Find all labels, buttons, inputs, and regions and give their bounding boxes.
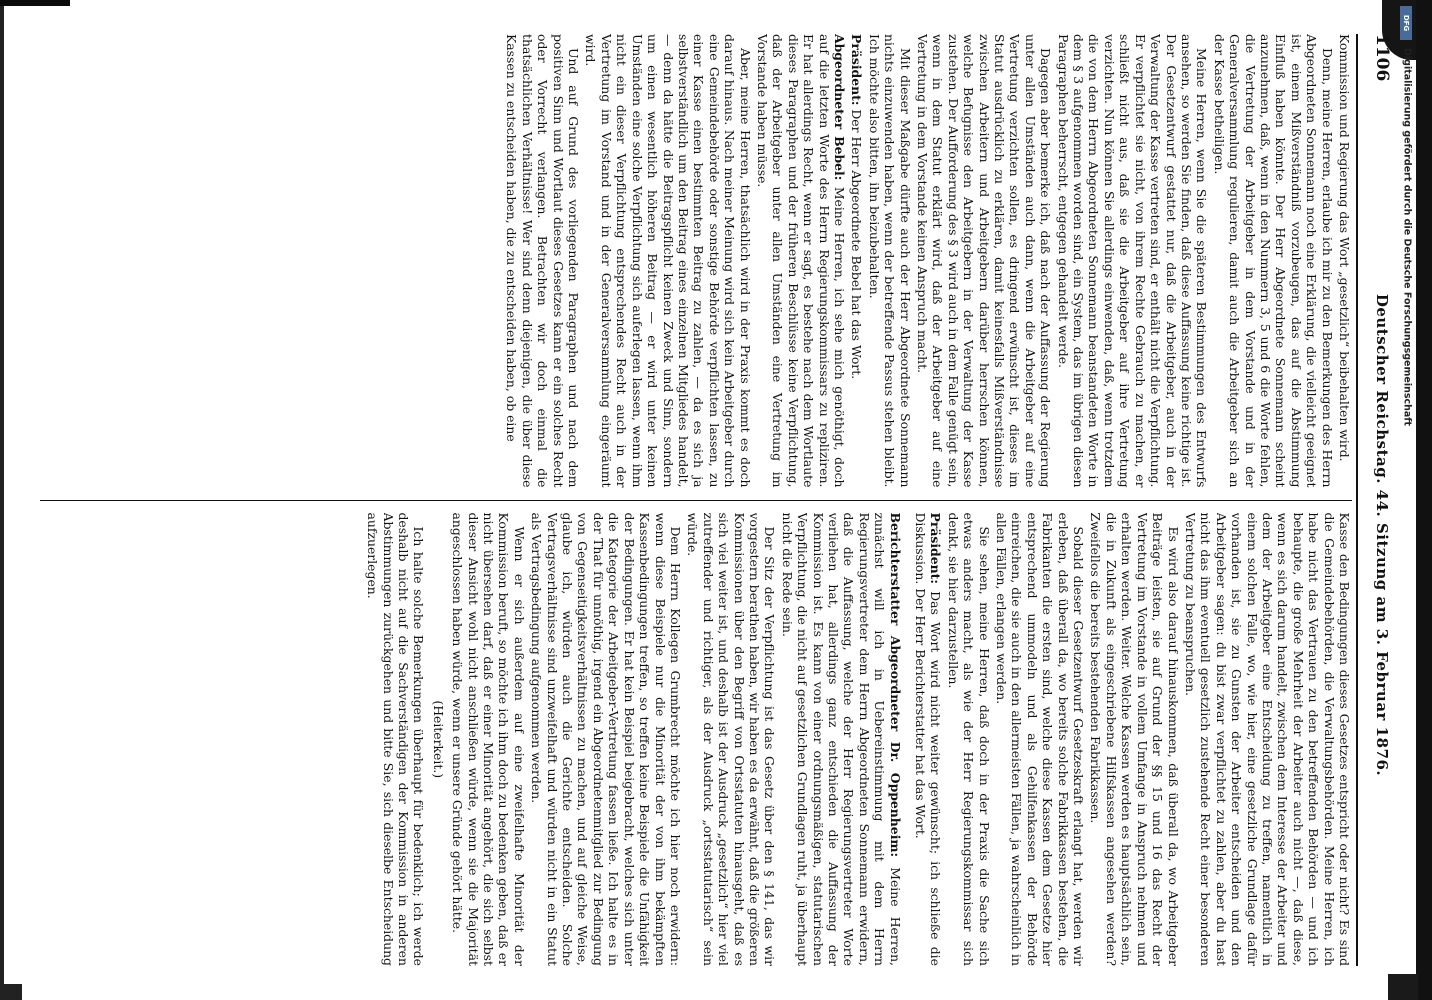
scan-edge-right [1416, 0, 1432, 1000]
paragraph-text: Denn, meine Herren, erlaube ich mir zu den Bemerkungen des Herrn Abgeordneten Sonnemann noch eine Erklärung, die vielleicht geeignet ist, einem Mißverständniß vorzubeugen, das auf die Abstimmung Einfluß haben könnte. Der Herr Abgeordnete Sonnemann scheint anzunehmen, daß, wenn in den Nummern 3, 5 und 6 die Worte fehlen, die Vertretung der Arbeitgeber in dem Vorstande und in der Generalversammlung regulieren, damit auch die Arbeitgeber sich an der Kasse betheiligen. [1211, 34, 1335, 488]
speaker-name: Präsident: [928, 512, 944, 584]
paragraph [945, 513, 991, 967]
paragraph-text: (Heiterkeit.) [430, 700, 446, 779]
speech-paragraph [849, 34, 864, 488]
paragraph-text: Dem Herrn Kollegen Grumbrecht möchte ich hier noch erwidern: wenn diese Beispiele nur die Minorität der von ihm bekämpften Kassenbedingungen treffen, so treffen keine Beispiele die Unfähigkeit der Bedingungen. Er hat kein Beispiel beigebracht, welches sich unter die Kategorie der Arbeitgeber-Vertretung fassen ließe. Ich halte es in der That für unnöthig, irgend ein Abgeordnetenmitglied zur Bedingung von Gegenseitigkeitsverhältnissen zu machen, und auf gleiche Weise, glaube ich, würden auch die Gerichte entscheiden. Solche Vertragsverhältnisse sind unzweifelhaft und würden nicht in ein Statut als Vertragsbedingung aufgenommen werden. [529, 512, 683, 966]
paragraph [1088, 513, 1180, 967]
digitization-credit [1400, 48, 1414, 648]
credit-text: Digitalisierung gefördert durch die Deutsche Forschungsgemeinschaft [1401, 48, 1413, 426]
paragraph [1183, 513, 1352, 967]
paragraph-text: Kommission und Regierung das Wort „gesetzlich“ beibehalten wird. [1337, 34, 1352, 462]
scan-edge-left [0, 0, 4, 1000]
dfg-logo-text: DFG [1402, 14, 1410, 32]
paragraph-text: Sie sehen, meine Herren, daß doch in der Praxis die Sache sich etwas anders macht, als wie der Herr Regierungskommissar sich denkt, sie hier darzustellen. [945, 512, 992, 966]
speaker-name: Abgeordneter Bebel: [832, 34, 847, 181]
paragraph-text: Wenn er sich außerdem auf eine zweifelhafte Minorität der Kommission beruft, so möchte ich ihm doch zu bedenken geben, daß er nicht übersehen darf, daß er einer Minorität angehört, die sich selbst dieser Ansicht wohl nicht anschließen würde, wenn sie die Majorität angeschlossen haben würde, wenn er unsere Gründe gehört hätte. [450, 512, 527, 966]
paragraph [1055, 34, 1209, 488]
column-left [40, 34, 1352, 488]
column-divider [40, 500, 1352, 501]
interjection [430, 513, 445, 967]
scan-edge-top [0, 0, 70, 6]
paragraph-text: Das Wort wird nicht weiter gewünscht; ich schließe die Diskussion. Der Herr Berichterstatter hat das Wort. [913, 512, 944, 966]
paragraph-text: Der Sitz der Verpflichtung ist das Gesetz über den § 141, das wir vorgestern berathen haben, wir haben es da erwähnt, daß die größeren Kommissionen über den Begriff von Ortsstatuten hinausgeht, daß es sich viel weiter ist, und deshalb ist der Ausdruck „gesetzlich“ hier viel zutreffender und richtiger, als der Ausdruck „ortsstatutarisch“ sein würde. [685, 512, 778, 966]
scan-corner-bottom-left [0, 984, 22, 1000]
page-number: 1106 [1372, 34, 1392, 82]
paragraph-text: Sobald dieser Gesetzentwurf Gesetzeskraft erlangt hat, werden wir erleben, daß überall da, wo bereits solche Fabrikkassen bestehen, die Fabrikanten die ersten sind, welche diese Kassen dem Gesetze hier entsprechend ummodeln und als Gehilfenkassen der Behörde einreichen, die sie auch in den allermeisten Fällen, ja wahrscheinlich in allen Fällen, erlangen werden. [994, 512, 1087, 966]
dfg-logo [1400, 6, 1412, 40]
paragraph-text: Dagegen aber bemerke ich, daß nach der Auffassung der Regierung unter allen Umständen auch dann, wenn die Arbeitgeber auf eine Vertretung verzichten sollen, es dringend erwünscht ist, dieses im Statut ausdrücklich zu erklären, damit keinesfalls Mißverständnisse zwischen Arbeitern und Arbeitgebern darüber herrschen können, welche Befugnisse den Arbeitgebern in der Verwaltung der Kasse zustehen. Der Aufforderung des § 3 wird auch in dem Falle genügt sein, wenn in dem Statut erklärt wird, daß der Arbeitgeber auf eine Vertretung in dem Vorstande keinen Anspruch macht. [915, 34, 1054, 488]
speech-paragraph [779, 513, 902, 967]
page-content [30, 20, 1402, 980]
paragraph-text: Es wird also darauf hinauskommen, daß überall da, wo Arbeitgeber Beiträge leisten, sie auf Grund der §§ 15 und 16 das Recht der Vertretung im Vorstande in vollem Umfange in Anspruch nehmen und erhalten werden. Weiter. Welche Kassen werden es hauptsächlich sein, die in Zukunft als eingeschriebene Hilfskassen angesehen werden? Zweifellos die bereits bestehenden Fabrikkassen. [1088, 512, 1181, 966]
paragraph [866, 34, 912, 488]
paragraph [915, 34, 1054, 488]
speaker-name: Präsident: [849, 34, 865, 106]
running-title: Deutscher Reichstag. 44. Sitzung am 3. Februar 1876. [1373, 293, 1391, 777]
scanned-page [30, 20, 1402, 980]
speech-paragraph [755, 34, 847, 488]
running-header [1356, 34, 1392, 966]
paragraph [450, 513, 527, 967]
paragraph-text: Kasse den Bedingungen dieses Gesetzes entspricht oder nicht? Es sind die Gemeindebehörden, die Verwaltungsbehörden. Meine Herren, ich habe nicht das Vertrauen zu den betreffenden Behörden — und ich behaupte, die große Mehrheit der Arbeiter auch nicht —, daß diese, wenn es sich darum handelt, zwischen dem Interesse der Arbeiter und dem der Arbeitgeber eine Entscheidung zu treffen, namentlich in einem solchen Falle, wo, wie hier, eine gesetzliche Grundlage dafür vorhanden ist, sie zu Gunsten der Arbeiter entscheiden und den Arbeitgeber sagen: du bist zwar verpflichtet zu zahlen, aber du hast nicht das ihm eventuell gesetzlich zustehende Recht einer besonderen Vertretung zu beanspruchen. [1182, 512, 1352, 966]
paragraph-text: Meine Herren, ich sehe mich genöthigt, doch auf die letzten Worte des Herrn Regierungskommissars zu repliziren. Er hat allerdings Recht, wenn er sagt, es bestehe nach dem Wortlaute dieses Paragraphen und der früheren Beschlüsse keine Verpflichtung, daß der Arbeitgeber unter allen Umständen eine Vertretung im Vorstande haben müsse. [754, 34, 847, 488]
paragraph-text: Mit dieser Maßgabe dürfte auch der Herr Abgeordnete Sonnemann nichts einzuwenden haben, wenn der betreffende Passus stehen bleibt. Ich möchte also bitten, ihn beizubehalten. [866, 34, 913, 488]
paragraph-text: Meine Herren, wenn Sie die späteren Bestimmungen des Entwurfs ansehen, so werden Sie finden, daß diese Auffassung keine richtige ist. Der Gesetzentwurf gestattet nur, daß die Arbeitgeber, auch in der Verwaltung der Kasse vertreten sind, er enthält nicht die Verpflichtung. Er verpflichtet sie nicht, von ihrem Rechte Gebrauch zu machen, er schließt nicht aus, daß sie die Arbeitgeber auf ihre Vertretung verzichten. Nun können Sie allerdings einwenden, daß, wenn trotzdem die von dem Herrn Abgeordneten Sonnemann beanstandeten Worte in dem § 3 aufgenommen worden sind, ein System, das im übrigen diesen Paragraphen beherrscht, entgegen gehandelt werde. [1055, 34, 1210, 488]
speech-paragraph [913, 513, 944, 967]
paragraph [1337, 34, 1352, 488]
paragraph-text: Meine Herren, zunächst will ich in Uebereinstimmung mit dem Herrn Regierungsvertreter dem Herrn Abgeordneten Sonnemann erwidern, daß die Auffassung, welche der Herr Regierungsvertreter Worte verliehen hat, allerdings ganz entschieden die Auffassung der Kommission ist. Es kann von einer ordnungsmäßigen, statutarischen Verpflichtung, die nicht auf gesetzlichen Grundlagen ruht, ja überhaupt nicht die Rede sein. [779, 512, 903, 966]
paragraph-text: Aber, meine Herren, thatsächlich wird in der Praxis kommt es doch darauf hinaus. Nach meiner Meinung wird sich kein Arbeitgeber durch eine Gemeindebehörde oder sonstige Behörde verpflichten lassen, zu einer Kasse einen bestimmten Beitrag zu zahlen, — da es sich ja selbstverständlich um den Beitrag eines einzelnen Mitgliedes handelt, — denn da hätte die Beitragspflicht keinen Zweck und Sinn, sondern um einen wesentlich höheren Beitrag — er wird unter keinen Umständen eine solche Verpflichtung sich auferlegen lassen, wenn ihm nicht ein dieser Verpflichtung entsprechendes Recht auch in der Vertretung im Vorstand und in der Generalversammlung eingeräumt wird. [583, 34, 753, 488]
paragraph-text: Ich halte solche Bemerkungen überhaupt für bedenklich; ich werde deshalb nicht auf die Sachverständigen der Kommission in anderen Abstimmungen zurückgehen und bitte Sie, sich dieselbe Entscheidung aufzuerlegen. [365, 512, 427, 966]
paragraph [504, 34, 581, 488]
paragraph [583, 34, 752, 488]
paragraph-text: Der Herr Abgeordnete Bebel hat das Wort. [849, 109, 865, 380]
paragraph-gap [903, 513, 911, 967]
paragraph [685, 513, 777, 967]
speaker-name: Berichterstatter Abgeordneter Dr. Oppenheim: [887, 512, 903, 858]
paragraph-text: Und auf Grund des vorliegenden Paragraphen und nach dem positiven Sinn und Wortlaut dieses Gesetzes kann er ein solches Recht oder Vorrecht verlangen. Betrachten wir doch einmal die thatsächlichen Verhältnisse! Wer sind denn diejenigen, die über diese Kassen zu entscheiden haben, die zu entscheiden haben, ob eine [504, 34, 582, 488]
paragraph [1211, 34, 1334, 488]
paragraph [994, 513, 1086, 967]
paragraph [365, 513, 427, 967]
column-right [40, 513, 1352, 967]
text-columns [40, 34, 1352, 966]
paragraph [529, 513, 683, 967]
